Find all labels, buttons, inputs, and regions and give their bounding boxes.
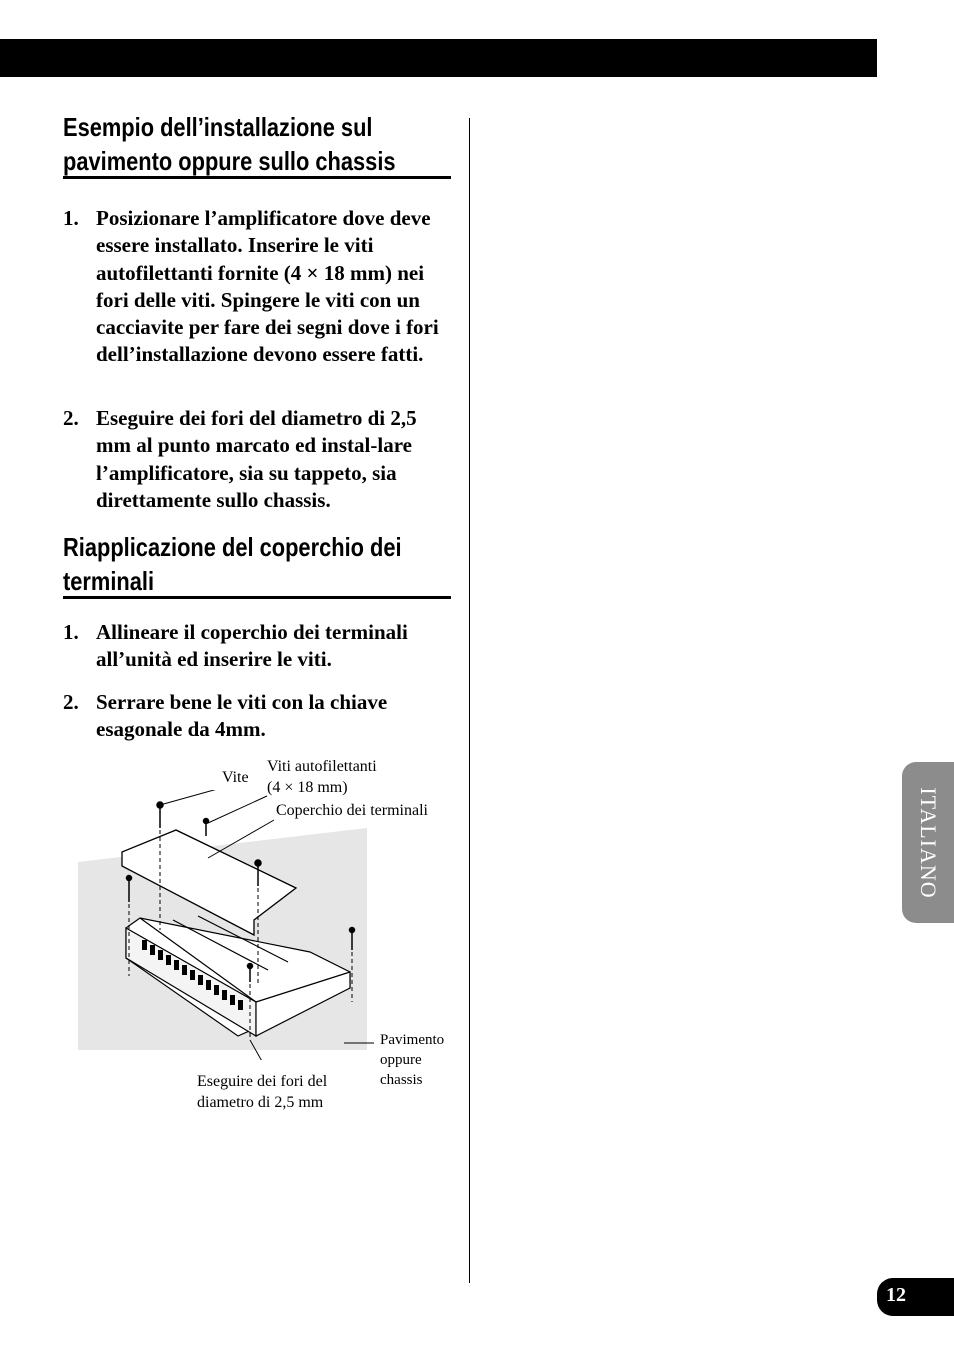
- step-text: Posizionare l’amplificatore dove deve essere installato. Inserire le viti autofilettanti fornite (4 × 18 mm) nei fori delle viti. Spingere le viti con un cacciavite per fare dei segni dove i fori dell’installazione devono essere fatti.: [96, 206, 439, 367]
- language-label: ITALIANO: [916, 786, 941, 899]
- step-item: [63, 405, 453, 514]
- language-tab: [902, 762, 954, 923]
- heading-line: terminali: [63, 566, 155, 596]
- heading-line: pavimento oppure sullo chassis: [63, 146, 396, 176]
- step-text: Serrare bene le viti con la chiave esagonale da 4mm.: [96, 690, 388, 742]
- amplifier-install-diagram: [78, 790, 378, 1060]
- page-number: 12: [886, 1284, 906, 1306]
- heading-rule: [63, 176, 451, 179]
- label-self-tapping-screws: Viti autofilettanti (4 × 18 mm): [267, 758, 377, 796]
- step-item: [63, 619, 453, 674]
- step-number: 2.: [63, 406, 79, 430]
- label-screw: Vite: [222, 769, 249, 786]
- step-item: [63, 689, 453, 744]
- step-number: 1.: [63, 206, 79, 230]
- label-drill-holes: Eseguire dei fori del diametro di 2,5 mm: [197, 1073, 328, 1111]
- step-text: Allineare il coperchio dei terminali all’unità ed inserire le viti.: [96, 620, 408, 672]
- label-terminal-cover: Coperchio dei terminali: [276, 802, 428, 819]
- step-number: 2.: [63, 690, 79, 714]
- heading-line: Riapplicazione del coperchio dei: [63, 532, 402, 562]
- section-heading-terminal-cover: [63, 530, 402, 598]
- step-text: Eseguire dei fori del diametro di 2,5 mm al punto marcato ed instal-lare l’amplificatore, sia su tappeto, sia direttamente sullo chassis.: [96, 406, 417, 512]
- step-item: [63, 205, 453, 369]
- column-divider: [469, 118, 470, 1283]
- page-number-badge: [877, 1278, 954, 1316]
- heading-line: Esempio dell’installazione sul: [63, 112, 373, 142]
- header-bar: [0, 39, 877, 77]
- label-floor-chassis: Pavimento oppure chassis: [380, 1032, 445, 1088]
- heading-rule: [63, 596, 451, 599]
- step-number: 1.: [63, 620, 79, 644]
- section-heading-floor-install: [63, 110, 396, 178]
